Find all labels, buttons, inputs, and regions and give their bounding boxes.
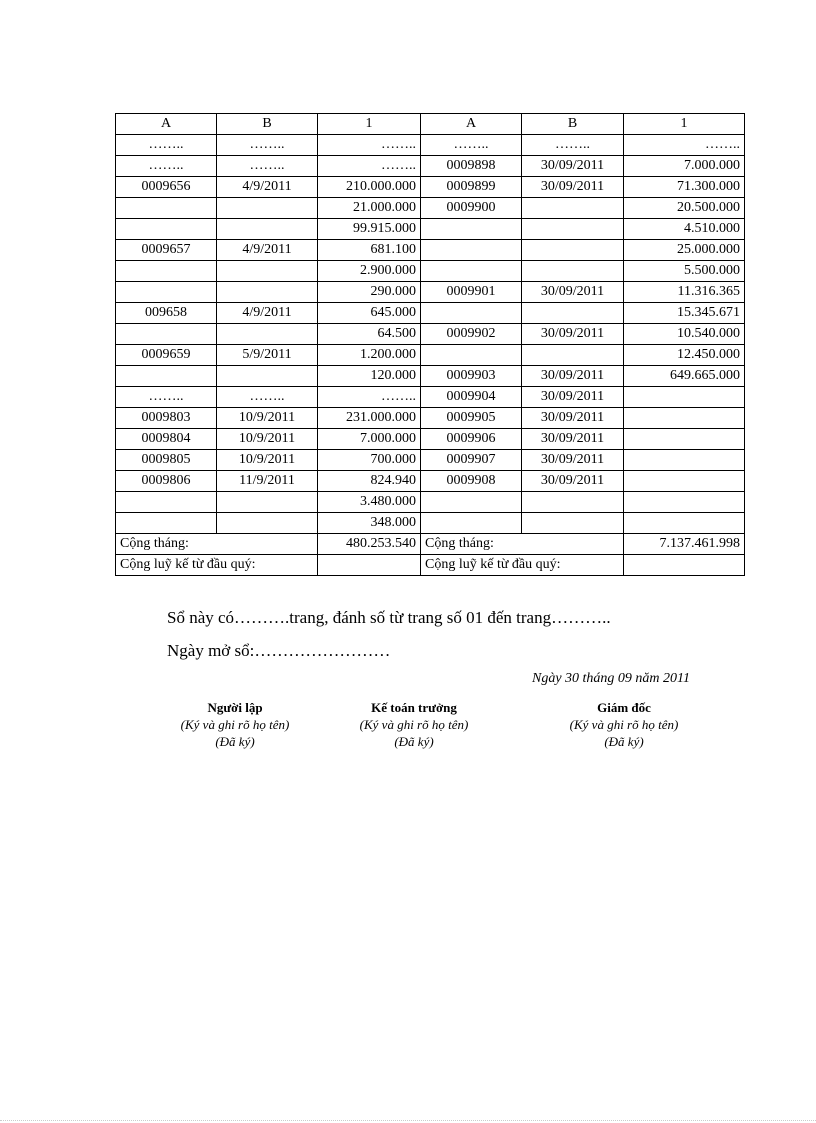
- sign-date: Ngày 30 tháng 09 năm 2011: [531, 671, 690, 686]
- table-cell: 30/09/2011: [522, 366, 624, 387]
- table-cell: 5.500.000: [624, 261, 745, 282]
- table-cell: [522, 261, 624, 282]
- table-cell: 4.510.000: [624, 219, 745, 240]
- table-cell: 348.000: [318, 513, 421, 534]
- table-cell: [522, 513, 624, 534]
- cumulative-label-right: Cộng luỹ kế từ đầu quý:: [421, 555, 624, 576]
- signature-hint: (Ký và ghi rõ họ tên): [569, 717, 679, 732]
- table-cell: 645.000: [318, 303, 421, 324]
- table-cell: 4/9/2011: [217, 303, 318, 324]
- table-cell: ……..: [217, 156, 318, 177]
- signature-role: Người lập: [207, 700, 263, 715]
- table-cell: 0009898: [421, 156, 522, 177]
- table-cell: 120.000: [318, 366, 421, 387]
- page-count-note: Sổ này có……….trang, đánh số từ trang số 01 đến trang………..: [167, 608, 611, 627]
- open-date-note: Ngày mở sổ:……………………: [167, 641, 391, 660]
- table-cell: [624, 492, 745, 513]
- table-cell: [624, 513, 745, 534]
- table-cell: 700.000: [318, 450, 421, 471]
- table-row: [116, 261, 745, 282]
- table-cell: 1.200.000: [318, 345, 421, 366]
- table-cell: 30/09/2011: [522, 450, 624, 471]
- table-cell: 30/09/2011: [522, 408, 624, 429]
- table-cell: 0009906: [421, 429, 522, 450]
- table-cell: 0009657: [116, 240, 217, 261]
- table-cell: 30/09/2011: [522, 156, 624, 177]
- table-cell: [217, 219, 318, 240]
- table-cell: [116, 261, 217, 282]
- table-cell: [421, 513, 522, 534]
- table-cell: 681.100: [318, 240, 421, 261]
- table-cell: ……..: [217, 135, 318, 156]
- table-row: [116, 324, 745, 345]
- table-cell: [522, 492, 624, 513]
- table-row: [116, 135, 745, 156]
- table-row: [116, 471, 745, 492]
- table-cell: [217, 324, 318, 345]
- table-cell: 0009905: [421, 408, 522, 429]
- table-cell: 0009908: [421, 471, 522, 492]
- table-row: [116, 198, 745, 219]
- table-cell: [522, 303, 624, 324]
- cumulative-label-left: Cộng luỹ kế từ đầu quý:: [116, 555, 318, 576]
- table-cell: 0009899: [421, 177, 522, 198]
- signature-hint: (Ký và ghi rõ họ tên): [180, 717, 290, 732]
- table-cell: 0009903: [421, 366, 522, 387]
- month-total-left: 480.253.540: [318, 534, 421, 555]
- table-cell: ……..: [318, 135, 421, 156]
- table-cell: ……..: [318, 387, 421, 408]
- table-cell: 10/9/2011: [217, 450, 318, 471]
- table-cell: 2.900.000: [318, 261, 421, 282]
- table-cell: 4/9/2011: [217, 177, 318, 198]
- signature-role: Kế toán trưởng: [371, 700, 457, 715]
- cumulative-right: [624, 555, 745, 576]
- signature-chief-accountant: [314, 699, 514, 750]
- table-cell: 10/9/2011: [217, 408, 318, 429]
- table-cell: ……..: [522, 135, 624, 156]
- table-cell: 25.000.000: [624, 240, 745, 261]
- table-row: [116, 219, 745, 240]
- table-cell: [116, 198, 217, 219]
- table-cell: 11.316.365: [624, 282, 745, 303]
- table-cell: ……..: [217, 387, 318, 408]
- signature-status: (Đã ký): [604, 734, 644, 749]
- table-cell: 30/09/2011: [522, 471, 624, 492]
- table-row: [116, 492, 745, 513]
- table-cell: 11/9/2011: [217, 471, 318, 492]
- ledger-body: [116, 114, 745, 534]
- signature-role: Giám đốc: [597, 700, 651, 715]
- table-cell: 99.915.000: [318, 219, 421, 240]
- header-cell: A: [116, 114, 217, 135]
- cumulative-total-row: [116, 555, 745, 576]
- table-row: [116, 387, 745, 408]
- month-total-label-right: Cộng tháng:: [421, 534, 624, 555]
- table-cell: [421, 261, 522, 282]
- table-cell: [421, 303, 522, 324]
- table-cell: [116, 219, 217, 240]
- table-row: [116, 450, 745, 471]
- table-cell: 3.480.000: [318, 492, 421, 513]
- table-cell: [116, 366, 217, 387]
- table-cell: 30/09/2011: [522, 177, 624, 198]
- table-cell: 12.450.000: [624, 345, 745, 366]
- table-row: [116, 513, 745, 534]
- table-cell: [217, 198, 318, 219]
- table-cell: 0009907: [421, 450, 522, 471]
- header-cell: 1: [318, 114, 421, 135]
- table-cell: ……..: [116, 156, 217, 177]
- table-cell: [116, 492, 217, 513]
- month-total-label-left: Cộng tháng:: [116, 534, 318, 555]
- table-cell: [421, 492, 522, 513]
- table-row: [116, 345, 745, 366]
- table-cell: 649.665.000: [624, 366, 745, 387]
- table-row: [116, 408, 745, 429]
- header-cell: B: [522, 114, 624, 135]
- table-cell: [624, 429, 745, 450]
- table-cell: [522, 219, 624, 240]
- table-cell: 0009900: [421, 198, 522, 219]
- table-cell: [522, 240, 624, 261]
- table-cell: 009658: [116, 303, 217, 324]
- ledger-table: [115, 113, 745, 576]
- table-cell: [217, 366, 318, 387]
- header-cell: B: [217, 114, 318, 135]
- table-cell: [116, 513, 217, 534]
- signature-hint: (Ký và ghi rõ họ tên): [359, 717, 469, 732]
- table-cell: 5/9/2011: [217, 345, 318, 366]
- table-cell: 64.500: [318, 324, 421, 345]
- table-cell: 0009805: [116, 450, 217, 471]
- table-cell: 0009901: [421, 282, 522, 303]
- table-cell: [116, 282, 217, 303]
- header-cell: A: [421, 114, 522, 135]
- table-cell: 30/09/2011: [522, 282, 624, 303]
- table-cell: 7.000.000: [318, 429, 421, 450]
- table-cell: 0009902: [421, 324, 522, 345]
- table-cell: [217, 492, 318, 513]
- table-cell: 30/09/2011: [522, 387, 624, 408]
- signature-director: [524, 699, 724, 750]
- cumulative-left: [318, 555, 421, 576]
- table-cell: 210.000.000: [318, 177, 421, 198]
- table-cell: ……..: [116, 387, 217, 408]
- month-total-row: [116, 534, 745, 555]
- table-row: [116, 177, 745, 198]
- signature-status: (Đã ký): [394, 734, 434, 749]
- table-cell: 290.000: [318, 282, 421, 303]
- table-row: [116, 282, 745, 303]
- signature-preparer: [135, 699, 335, 750]
- table-cell: 0009656: [116, 177, 217, 198]
- table-cell: [624, 408, 745, 429]
- page-bottom-rule: [0, 1120, 816, 1121]
- table-cell: 0009659: [116, 345, 217, 366]
- table-row: [116, 156, 745, 177]
- table-cell: 30/09/2011: [522, 324, 624, 345]
- table-cell: 30/09/2011: [522, 429, 624, 450]
- table-cell: 10.540.000: [624, 324, 745, 345]
- table-cell: 10/9/2011: [217, 429, 318, 450]
- table-cell: 71.300.000: [624, 177, 745, 198]
- table-cell: 231.000.000: [318, 408, 421, 429]
- table-row: [116, 240, 745, 261]
- table-cell: ……..: [421, 135, 522, 156]
- table-cell: 15.345.671: [624, 303, 745, 324]
- table-cell: [421, 219, 522, 240]
- table-cell: 21.000.000: [318, 198, 421, 219]
- table-cell: [624, 450, 745, 471]
- table-cell: [624, 387, 745, 408]
- table-row: [116, 303, 745, 324]
- table-cell: [421, 240, 522, 261]
- table-cell: [217, 513, 318, 534]
- table-cell: [217, 282, 318, 303]
- table-row: [116, 429, 745, 450]
- table-cell: 0009803: [116, 408, 217, 429]
- table-cell: ……..: [116, 135, 217, 156]
- table-cell: 0009904: [421, 387, 522, 408]
- header-cell: 1: [624, 114, 745, 135]
- table-cell: 20.500.000: [624, 198, 745, 219]
- table-cell: 0009804: [116, 429, 217, 450]
- table-cell: 824.940: [318, 471, 421, 492]
- table-cell: [624, 471, 745, 492]
- table-cell: 4/9/2011: [217, 240, 318, 261]
- table-cell: ……..: [318, 156, 421, 177]
- table-cell: [217, 261, 318, 282]
- table-cell: 7.000.000: [624, 156, 745, 177]
- table-cell: [116, 324, 217, 345]
- month-total-right: 7.137.461.998: [624, 534, 745, 555]
- table-cell: ……..: [624, 135, 745, 156]
- header-row: [116, 114, 745, 135]
- table-cell: 0009806: [116, 471, 217, 492]
- table-row: [116, 366, 745, 387]
- table-cell: [421, 345, 522, 366]
- table-cell: [522, 345, 624, 366]
- table-cell: [522, 198, 624, 219]
- signature-status: (Đã ký): [215, 734, 255, 749]
